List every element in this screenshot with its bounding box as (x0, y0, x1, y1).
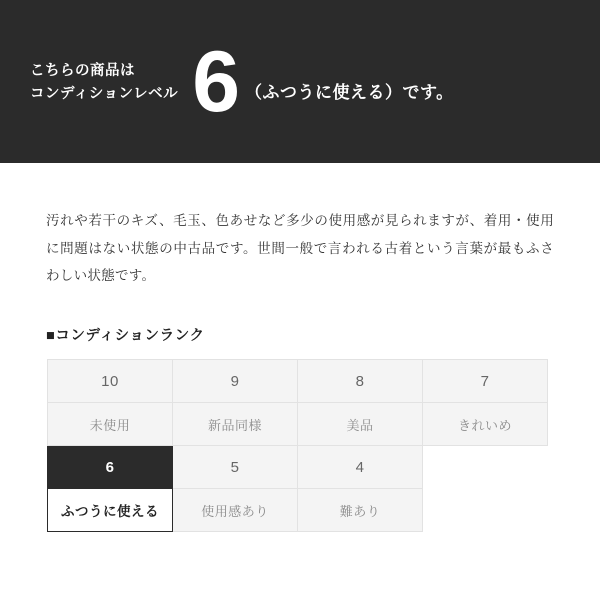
condition-rank-table (47, 359, 548, 532)
table-row (48, 446, 548, 489)
rank-label-cell: きれいめ (423, 403, 548, 446)
rank-number-cell: 9 (173, 360, 298, 403)
rank-label-cell: 使用感あり (173, 489, 298, 532)
rank-empty-cell (423, 446, 548, 489)
rank-empty-cell (423, 489, 548, 532)
body-card (0, 163, 600, 600)
table-row (48, 489, 548, 532)
table-row (48, 403, 548, 446)
rank-label-cell: 美品 (298, 403, 423, 446)
rank-number-cell: 4 (298, 446, 423, 489)
header-level-number: 6 (192, 33, 240, 130)
rank-number-cell: 5 (173, 446, 298, 489)
table-row (48, 360, 548, 403)
header-lead-text: こちらの商品は コンディションレベル (30, 62, 179, 103)
rank-number-cell: 7 (423, 360, 548, 403)
header-tail-text: （ふつうに使える）です。 (245, 82, 454, 102)
condition-description: 汚れや若干のキズ、毛玉、色あせなど多少の使用感が見られますが、着用・使用に問題はない状態の中古品です。世間一般で言われる古着という言葉が最もふさわしい状態です。 (46, 213, 554, 284)
rank-number-cell-selected: 6 (48, 446, 173, 489)
header-content (30, 33, 580, 130)
rank-label-cell: 未使用 (48, 403, 173, 446)
rank-label-cell: 新品同様 (173, 403, 298, 446)
header-band (0, 0, 600, 163)
section-title: ■コンディションランク (46, 328, 205, 345)
rank-number-cell: 10 (48, 360, 173, 403)
rank-number-cell: 8 (298, 360, 423, 403)
rank-label-cell: 難あり (298, 489, 423, 532)
rank-label-cell-selected: ふつうに使える (48, 489, 173, 532)
